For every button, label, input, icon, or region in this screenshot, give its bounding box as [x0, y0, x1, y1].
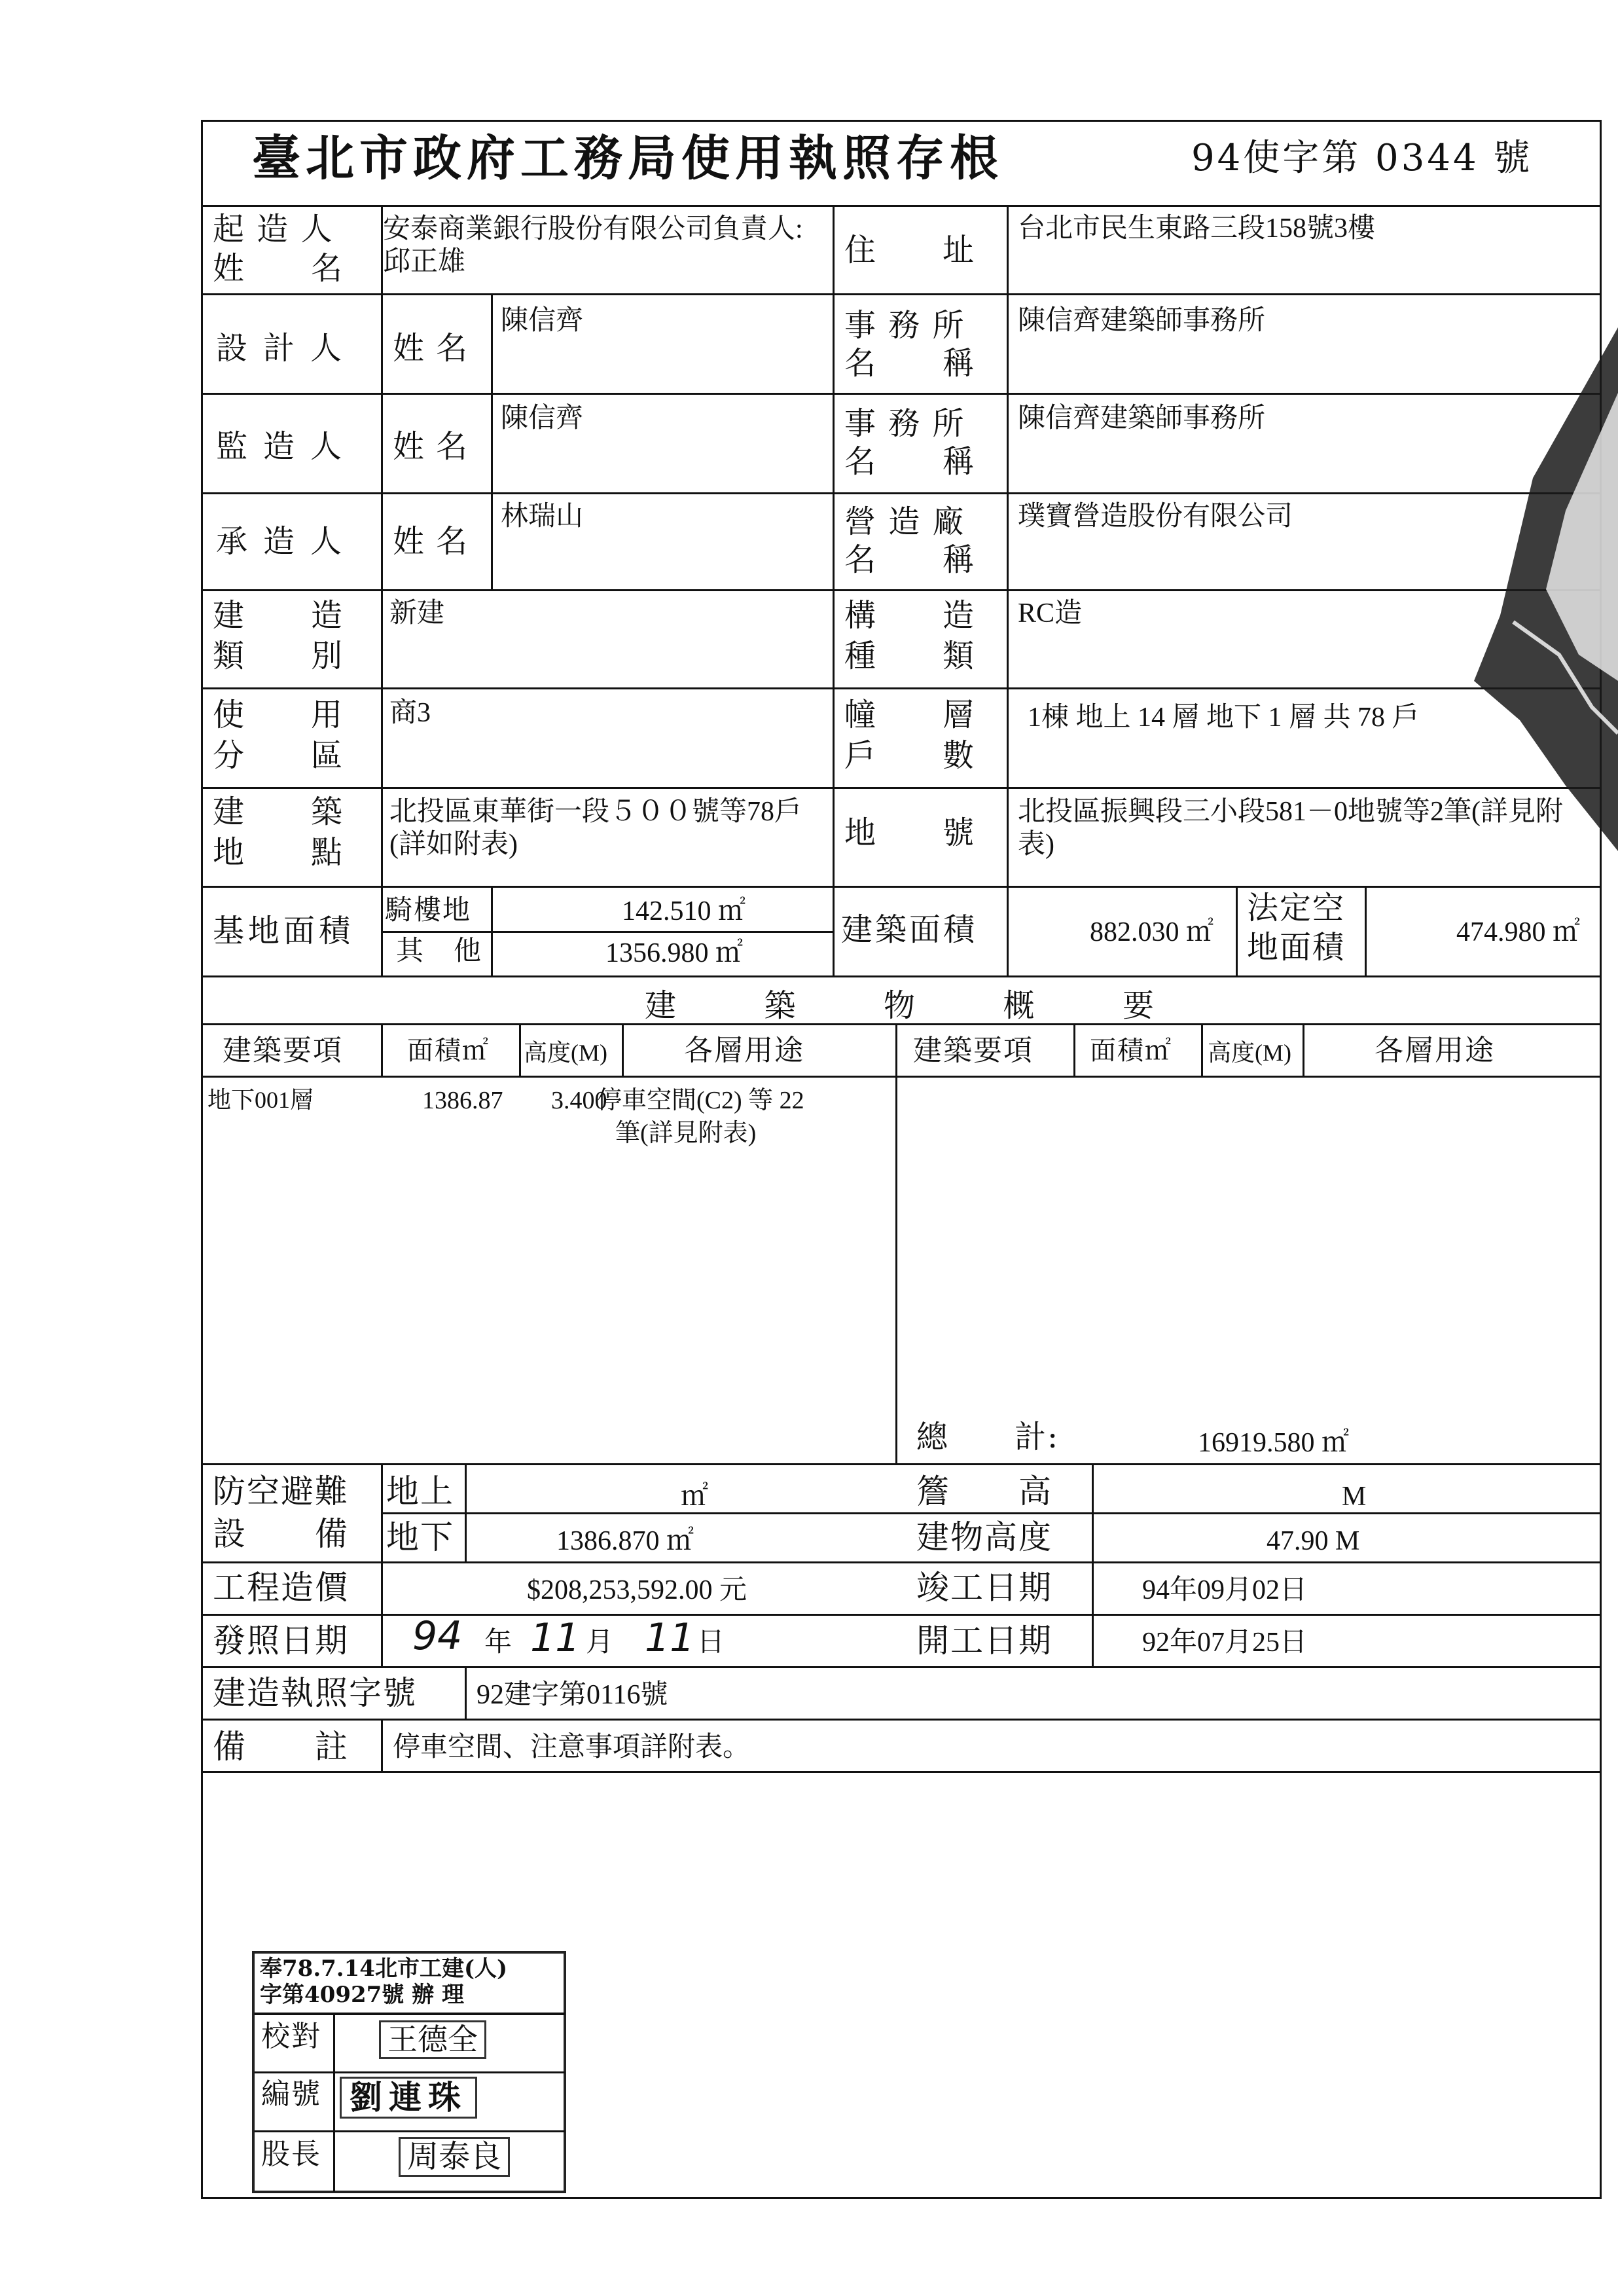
check-signature: 王德全 [379, 2020, 486, 2059]
floors-label-2: 戶 數 [844, 737, 976, 774]
completion-label: 竣工日期 [916, 1569, 1052, 1607]
divider [201, 1666, 1602, 1668]
contractor-label: 承造人 [216, 523, 358, 560]
summary-header [645, 980, 1155, 1025]
divider [1236, 886, 1238, 975]
divider [201, 205, 1602, 207]
cost-label: 工程造價 [213, 1569, 349, 1607]
structure-value: RC造 [1018, 598, 1083, 629]
document-title: 臺北市政府工務局使用執照存根 [252, 130, 1003, 187]
chief-label: 股長 [261, 2138, 321, 2171]
build-type-label: 建 造 [213, 597, 344, 634]
contractor-firm-label-2: 名 稱 [844, 541, 976, 578]
location-label-2: 地 點 [213, 834, 344, 871]
summary-header-char: 概 [1003, 987, 1036, 1024]
builder-label: 起 造 人 [213, 211, 334, 247]
build-type-value: 新建 [389, 598, 445, 629]
stamp-line: 奉78.7.14北市工建(人) [260, 1956, 508, 1982]
divider [1303, 1023, 1304, 1076]
contractor-name: 林瑞山 [501, 501, 584, 532]
floors-value: 1棟 地上 14 層 地下 1 層 共 78 戶 [1028, 702, 1420, 733]
other-label: 其 他 [396, 934, 483, 966]
issue-date-label: 發照日期 [213, 1622, 349, 1660]
above-ground-value: ㎡ [681, 1482, 709, 1512]
building-area-value: 882.030 ㎡ [1090, 917, 1214, 947]
divider [895, 1023, 897, 1463]
divider [519, 1023, 521, 1076]
divider [201, 1023, 1602, 1025]
number-label: 編號 [261, 2077, 321, 2111]
col-use: 各層用途 [684, 1034, 804, 1067]
divider [1092, 1463, 1094, 1666]
summary-header-char: 物 [883, 987, 916, 1024]
col-height: 高度(M) [524, 1040, 607, 1066]
divider [381, 931, 833, 933]
col-item: 建築要項 [223, 1034, 343, 1067]
supervisor-office-label-2: 名 稱 [844, 443, 976, 480]
divider [201, 393, 1602, 395]
open-space-label-2: 地面積 [1247, 929, 1346, 966]
designer-office-label: 事 務 所 [844, 307, 965, 344]
seal-imprint [1422, 314, 1618, 969]
permit-number: 94使字第 0344 號 [1191, 137, 1533, 179]
lot-value: 北投區振興段三小段581－0地號等2筆(詳見附表) [1018, 797, 1563, 860]
designer-office: 陳信齊建築師事務所 [1018, 306, 1266, 336]
contractor-firm-label: 營 造 廠 [844, 503, 965, 540]
lot-label: 地 號 [844, 814, 976, 851]
construction-permit-value: 92建字第0116號 [476, 1680, 668, 1710]
divider [255, 2130, 565, 2132]
divider [1201, 1023, 1203, 1076]
floor-item: 地下001層 [207, 1087, 314, 1113]
summary-header-char: 要 [1122, 987, 1155, 1024]
year-char: 年 [484, 1628, 512, 1658]
col-area-2: 面積㎡ [1090, 1036, 1172, 1066]
supervisor-sub-label: 姓名 [393, 428, 480, 465]
location-label: 建 築 [213, 793, 344, 830]
structure-label: 構 造 [844, 597, 976, 634]
designer-office-label-2: 名 稱 [844, 345, 976, 382]
eave-label: 簷 高 [916, 1472, 1052, 1510]
building-height-label: 建物高度 [916, 1518, 1052, 1556]
divider [1007, 205, 1009, 975]
address-value: 台北市民生東路三段158號3樓 [1018, 213, 1376, 244]
divider [833, 205, 835, 975]
divider [622, 1023, 624, 1076]
divider [255, 2013, 565, 2015]
location-value: 北投區東華街一段５００號等78戶(詳如附表) [389, 797, 802, 860]
total-label: 總 計: [916, 1419, 1060, 1455]
below-ground-label: 地下 [386, 1518, 454, 1556]
eave-value: M [1342, 1482, 1367, 1512]
arcade-value: 142.510 ㎡ [622, 896, 746, 926]
divider [201, 293, 1602, 295]
col-height-2: 高度(M) [1208, 1040, 1291, 1066]
divider [465, 1666, 467, 1719]
month-char: 月 [586, 1628, 614, 1658]
number-signature: 劉連珠 [340, 2077, 477, 2119]
building-area-label: 建築面積 [841, 911, 978, 948]
cost-value: $208,253,592.00 元 [527, 1575, 747, 1605]
building-height-value: 47.90 M [1267, 1526, 1360, 1556]
supervisor-label: 監造人 [216, 428, 358, 465]
divider [201, 975, 1602, 977]
divider [333, 2013, 335, 2192]
below-ground-value: 1386.870 ㎡ [556, 1526, 694, 1556]
builder-label-2: 姓 名 [213, 250, 344, 287]
start-date-value: 92年07月25日 [1142, 1628, 1308, 1658]
divider [381, 1719, 383, 1771]
structure-label-2: 種 類 [844, 638, 976, 674]
designer-name: 陳信齊 [501, 306, 584, 336]
designer-label: 設計人 [216, 330, 358, 367]
other-value: 1356.980 ㎡ [605, 938, 744, 968]
floor-area: 1386.87 [422, 1087, 503, 1114]
divider [895, 1512, 1602, 1514]
build-type-label-2: 類 別 [213, 638, 344, 674]
divider [201, 1463, 1602, 1465]
zone-label: 使 用 [213, 697, 344, 733]
divider [255, 2071, 565, 2073]
divider [1073, 1023, 1075, 1076]
summary-header-char: 築 [764, 987, 797, 1024]
divider [201, 589, 1602, 591]
divider [201, 492, 1602, 494]
address-label: 住 址 [844, 232, 976, 268]
supervisor-name: 陳信齊 [501, 403, 584, 433]
floor-use: 停車空間(C2) 等 22 [597, 1087, 804, 1114]
floor-use-2: 筆(詳見附表) [615, 1120, 757, 1147]
divider [491, 293, 493, 591]
arcade-label: 騎樓地 [385, 894, 472, 926]
open-space-value: 474.980 ㎡ [1456, 917, 1581, 947]
builder-name: 安泰商業銀行股份有限公司負責人:邱正雄 [383, 214, 803, 278]
divider [201, 1614, 1602, 1616]
floor-height: 3.400 [551, 1087, 607, 1114]
remarks-value: 停車空間、注意事項詳附表。 [393, 1732, 751, 1762]
issue-year: 94 [412, 1613, 463, 1659]
issue-day: 11 [645, 1615, 695, 1661]
start-date-label: 開工日期 [916, 1622, 1052, 1660]
shelter-label-2: 設 備 [213, 1515, 349, 1553]
divider [201, 886, 1602, 888]
open-space-label: 法定空 [1247, 890, 1346, 926]
site-area-label: 基地面積 [213, 913, 355, 949]
divider [381, 1023, 383, 1076]
divider [381, 205, 383, 975]
divider [201, 1076, 1602, 1078]
zone-label-2: 分 區 [213, 737, 344, 774]
supervisor-office: 陳信齊建築師事務所 [1018, 403, 1266, 433]
above-ground-label: 地上 [386, 1472, 454, 1510]
col-item-2: 建築要項 [913, 1034, 1034, 1067]
designer-sub-label: 姓名 [393, 330, 480, 367]
shelter-label: 防空避難 [213, 1472, 349, 1510]
total-value: 16919.580 ㎡ [1198, 1428, 1350, 1458]
divider [201, 1561, 1602, 1563]
divider [201, 1719, 1602, 1721]
contractor-firm: 璞寶營造股份有限公司 [1018, 501, 1293, 532]
divider [201, 787, 1602, 789]
col-use-2: 各層用途 [1375, 1034, 1495, 1067]
divider [491, 886, 493, 975]
divider [1365, 886, 1367, 975]
remarks-label: 備 註 [213, 1728, 349, 1766]
approval-stamp [252, 1951, 566, 2193]
contractor-sub-label: 姓名 [393, 523, 480, 560]
divider [381, 1512, 898, 1514]
day-char: 日 [697, 1628, 725, 1658]
completion-value: 94年09月02日 [1142, 1575, 1308, 1605]
construction-permit-label: 建造執照字號 [213, 1674, 417, 1712]
issue-month: 11 [530, 1615, 581, 1661]
check-label: 校對 [261, 2020, 321, 2053]
summary-header-char: 建 [645, 987, 678, 1024]
divider [201, 1771, 1602, 1773]
supervisor-office-label: 事 務 所 [844, 405, 965, 442]
chief-signature: 周泰良 [399, 2137, 510, 2177]
zone-value: 商3 [389, 698, 431, 728]
divider [465, 1463, 467, 1561]
divider [381, 1463, 383, 1666]
divider [201, 687, 1602, 689]
floors-label: 幢 層 [844, 697, 976, 733]
stamp-line: 字第40927號 辦 理 [260, 1982, 464, 2008]
col-area: 面積㎡ [407, 1036, 490, 1066]
